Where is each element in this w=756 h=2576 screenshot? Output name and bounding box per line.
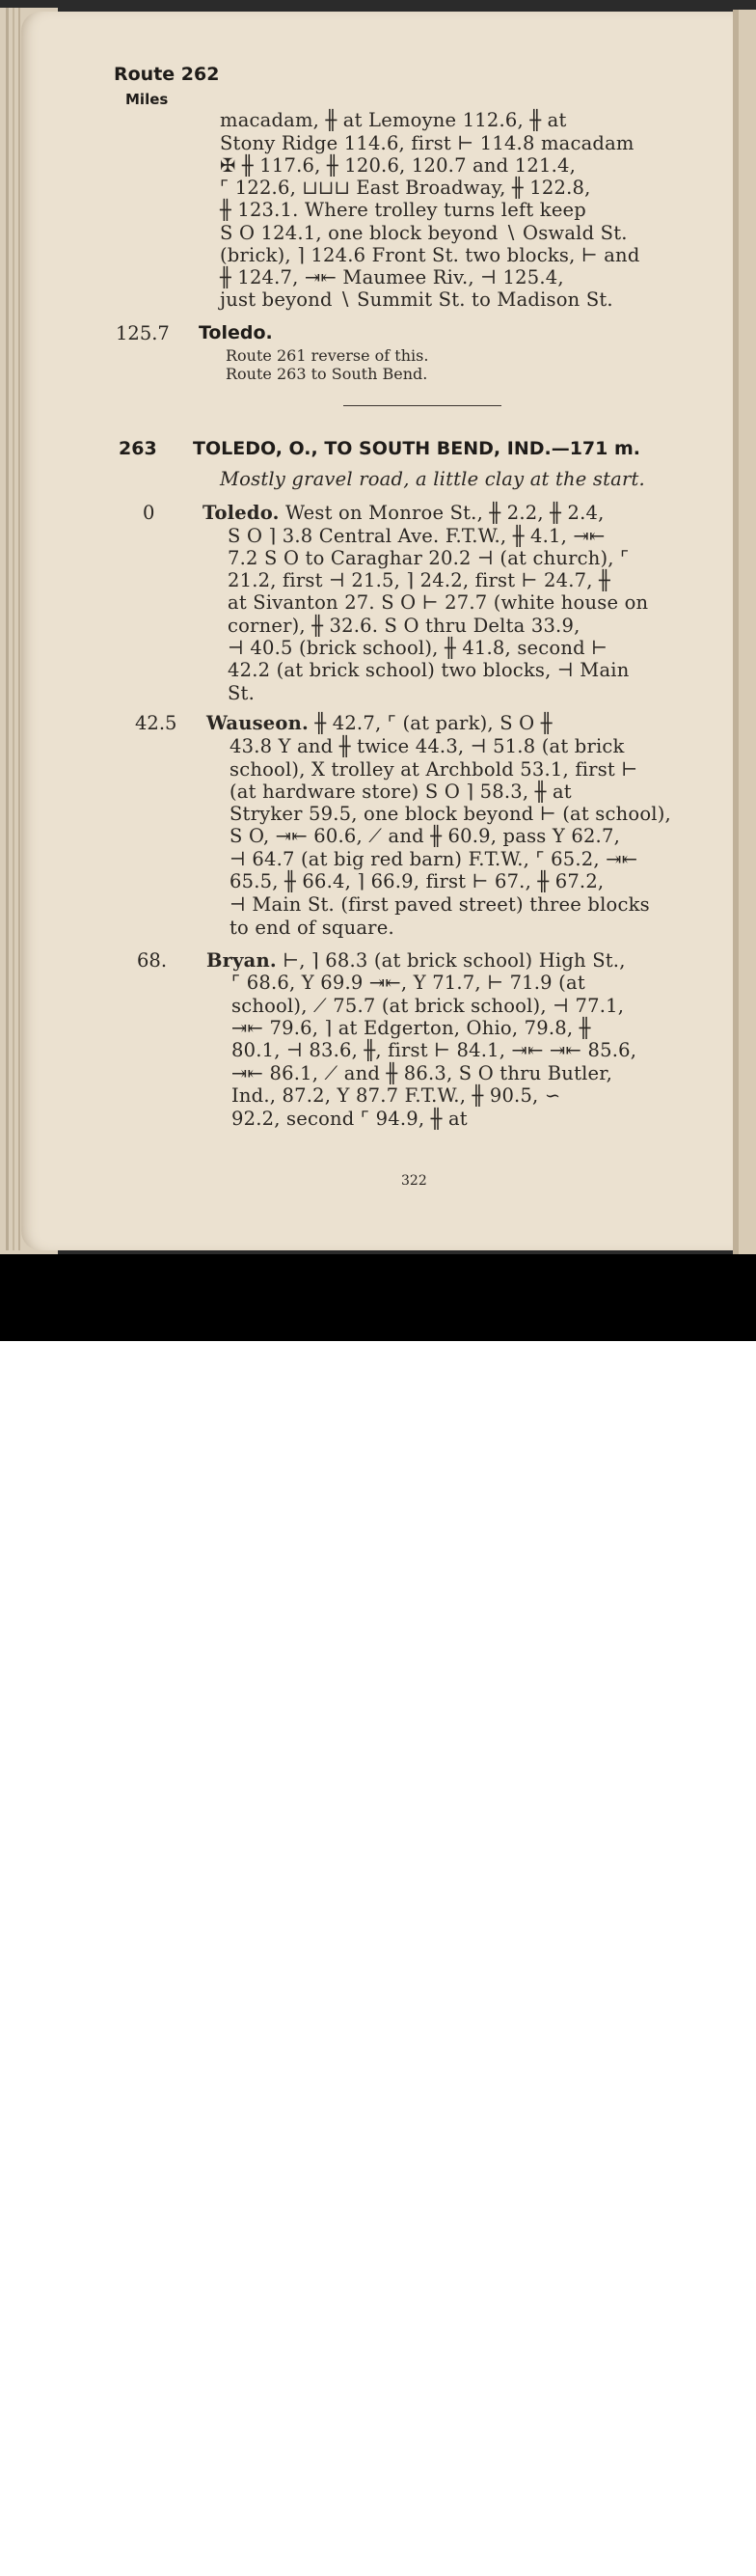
route-description: Mostly gravel road, a little clay at the start. xyxy=(220,468,645,490)
route-line: school), X trolley at Archbold 53.1, first ⊢ xyxy=(230,758,638,781)
route-line: school), ⟋ 75.7 (at brick school), ⊣ 77.1, xyxy=(231,995,625,1017)
route-note: Route 263 to South Bend. xyxy=(226,365,428,383)
page-edge-line xyxy=(18,8,20,1250)
route-line: 42.2 (at brick school) two blocks, ⊣ Main xyxy=(228,659,630,681)
miles-column-label: Miles xyxy=(125,91,169,108)
book-spine-shadow xyxy=(733,10,739,1254)
route-262-line: ✠ ╫ 117.6, ╫ 120.6, 120.7 and 121.4, xyxy=(220,154,576,177)
route-262-line: ╫ 123.1. Where trolley turns left keep xyxy=(220,199,586,221)
section-divider xyxy=(343,405,501,406)
place-name: Bryan. xyxy=(206,949,277,972)
route-line: 43.8 Y and ╫ twice 44.3, ⊣ 51.8 (at brick xyxy=(230,735,625,757)
route-line: ╫ 42.7, ⌜ (at park), S O ╫ xyxy=(308,712,553,734)
route-262-line: macadam, ╫ at Lemoyne 112.6, ╫ at xyxy=(220,109,567,131)
stock-credit xyxy=(599,2532,731,2576)
route-line: S O, ⇥⇤ 60.6, ⟋ and ╫ 60.9, pass Y 62.7, xyxy=(230,825,620,847)
route-line: St. xyxy=(228,682,255,704)
route-line: ⇥⇤ 86.1, ⟋ and ╫ 86.3, S O thru Butler, xyxy=(231,1062,613,1084)
route-line: ⇥⇤ 79.6, ⌉ at Edgerton, Ohio, 79.8, ╫ xyxy=(231,1017,591,1039)
route-line: ⊣ 40.5 (brick school), ╫ 41.8, second ⊢ xyxy=(228,637,608,659)
stock-photo-footer xyxy=(0,1254,756,2574)
route-title: TOLEDO, O., TO SOUTH BEND, IND.—171 m. xyxy=(193,438,641,459)
route-262-line: ⌜ 122.6, ⊔⊔⊔ East Broadway, ╫ 122.8, xyxy=(220,177,591,199)
mileage-value: 68. xyxy=(137,949,168,972)
route-line: ⌜ 68.6, Y 69.9 ⇥⇤, Y 71.7, ⊢ 71.9 (at xyxy=(231,972,585,994)
image-id: GAXAR3 xyxy=(662,2533,731,2552)
site-url: www.alamy.com xyxy=(598,2555,731,2574)
route-line: 92.2, second ⌜ 94.9, ╫ at xyxy=(231,1108,468,1130)
place-name: Toledo. xyxy=(202,502,280,524)
route-line: at Sivanton 27. S O ⊢ 27.7 (white house on xyxy=(228,591,649,614)
alamy-logo: alamy xyxy=(60,2526,186,2570)
route-line: 7.2 S O to Caraghar 20.2 ⊣ (at church), ⌜ xyxy=(228,547,630,569)
route-262-line: ╫ 124.7, ⇥⇤ Maumee Riv., ⊣ 125.4, xyxy=(220,266,564,288)
route-entry-first-line xyxy=(206,712,553,734)
mileage-value: 0 xyxy=(143,502,155,524)
route-line: corner), ╫ 32.6. S O thru Delta 33.9, xyxy=(228,615,580,637)
destination-place: Toledo. xyxy=(199,322,273,343)
running-header-route: Route 262 xyxy=(114,64,220,85)
route-line: Stryker 59.5, one block beyond ⊢ (at school), xyxy=(230,803,671,825)
route-262-line: just beyond ∖ Summit St. to Madison St. xyxy=(220,288,613,311)
route-entry-first-line xyxy=(206,949,626,972)
page-edge-line xyxy=(13,8,14,1250)
route-line: 65.5, ╫ 66.4, ⌉ 66.9, first ⊢ 67., ╫ 67.2, xyxy=(230,870,605,892)
route-line: ⊣ 64.7 (at big red barn) F.T.W., ⌜ 65.2, ⇥⇤ xyxy=(230,848,638,870)
page-edge-line xyxy=(6,8,9,1250)
route-line: Ind., 87.2, Y 87.7 F.T.W., ╫ 90.5, ∽ xyxy=(231,1084,561,1107)
route-line: ⊣ Main St. (first paved street) three blocks xyxy=(230,893,650,916)
route-262-line: Stony Ridge 114.6, first ⊢ 114.8 macadam xyxy=(220,132,634,154)
route-line: West on Monroe St., ╫ 2.2, ╫ 2.4, xyxy=(279,502,605,524)
page-number: 322 xyxy=(401,1173,427,1189)
route-entry-first-line xyxy=(202,502,604,524)
place-name: Wauseon. xyxy=(206,712,309,734)
route-262-line: S O 124.1, one block beyond ∖ Oswald St. xyxy=(220,222,628,244)
route-note: Route 261 reverse of this. xyxy=(226,346,429,365)
route-line: ⊢, ⌉ 68.3 (at brick school) High St., xyxy=(276,949,626,972)
route-number: 263 xyxy=(119,438,157,459)
route-line: to end of square. xyxy=(230,917,394,939)
mileage-value: 125.7 xyxy=(116,322,170,344)
scanned-book-photo xyxy=(0,0,756,1254)
mileage-value: 42.5 xyxy=(135,712,177,734)
route-line: 80.1, ⊣ 83.6, ╫, first ⊢ 84.1, ⇥⇤ ⇥⇤ 85.6, xyxy=(231,1039,637,1061)
route-line: (at hardware store) S O ⌉ 58.3, ╫ at xyxy=(230,781,572,803)
route-line: 21.2, first ⊣ 21.5, ⌉ 24.2, first ⊢ 24.7, ╫ xyxy=(228,569,610,591)
route-262-line: (brick), ⌉ 124.6 Front St. two blocks, ⊢ and xyxy=(220,244,640,266)
route-line: S O ⌉ 3.8 Central Ave. F.T.W., ╫ 4.1, ⇥⇤ xyxy=(228,525,606,547)
